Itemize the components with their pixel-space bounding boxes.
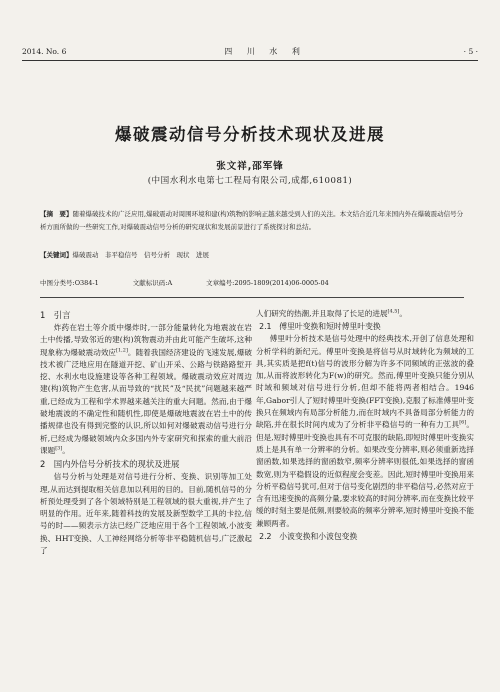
document-code: 文献标识码:A [132, 279, 173, 287]
section2-paragraph: 信号分析与处理是对信号进行分析、变换、识别等加工处理,从而达到提取相关信息加以利用的目的。目前,随机信号的分析预处理受到了各个领域特别是工程领域的很大重视,并产生了明显的作用。近年来,随着科技的发展及新型数学工具的卡拉,信号的时——频表示方法已经广泛地应用于各个工程领域,小波变换、HHT变换、人工神经网络分析等非平稳随机信号,广泛激起了 [40, 472, 252, 556]
fourier-text-cont: 。但是,短时傅里叶变换也具有不可克服的缺陷,即短时傅里叶变换实质上是具有单一分辨率的分析。如果改变分辨率,则必须重新选择窗函数,如果选择的窗函数窄,频率分辨率则很低,如果选择的窗函数宽,则为平稳假设的近似程度会变差。因此,短时傅里叶变换用来分析平稳信号犹可,但对于信号变化剧烈的非平稳信号,必然对应于含有迅速变换的高频分量,要求较高的时间分辨率,而在变换比较平缓的时刻主要是低频,则要较高的频率分辨率,短时傅里叶变换不能兼顾两者。 [256, 420, 474, 528]
author-affiliation: (中国水利水电第七工程局有限公司,成都,610081) [147, 176, 353, 186]
abstract-text: 随着爆破技术的广泛应用,爆破震动对周围环境和建(构)筑物的影响正越来越受到人们的关注。本文结合近几年来国内外在爆破震动信号分析方面所做的一些研究工作,对爆破震动信号分析的研究现状和发展前景进行了系统探讨和总结。 [40, 210, 464, 231]
fourier-paragraph [256, 333, 474, 530]
continued-text: 人们研究的热潮,并且取得了长足的进展 [256, 309, 388, 318]
abstract [40, 208, 464, 233]
section-heading-2: 2 国内外信号分析技术的现状及进展 [40, 459, 180, 470]
citation: [3] [55, 445, 63, 452]
article-number: 文章编号:2095-1809(2014)06-0005-04 [206, 279, 329, 287]
intro-paragraph [40, 322, 252, 457]
citation: [4,5] [387, 308, 400, 315]
keywords-text: 爆破震动 非平稳信号 信号分析 现状 进展 [72, 251, 209, 259]
article-authors: 张文祥,邵军锋 [216, 161, 284, 172]
section-heading-intro: 1 引言 [40, 310, 71, 320]
intro-text-end: 。 [62, 445, 70, 455]
intro-text-cont: 。随着我国经济建设的飞速发展,爆破技术被广泛地应用在隧道开挖、矿山开采、公路与铁路路堑开挖、水利水电设施建设等各种工程领域。爆破震动效应对周边建(构)筑物产生危害,从而导致的“扰民”及“民扰”问题越来越严重,已经成为工程和学术界越来越关注的重大问题。然而,由于爆破地震波的不确定性和随机性,即使是爆破地震波在岩土中的传播规律也没有得到完整的认识,所以如何对爆破震动信号进行分析,已经成为爆破领域内众多国内外专家研究和探索的重大前沿课题 [40, 347, 252, 455]
subsection-heading-2-2: 2.2 小波变换和小波包变换 [259, 532, 358, 542]
page-number: · 5 · [463, 46, 478, 56]
issue-number: 2014. No. 6 [22, 46, 67, 56]
keywords-label: 【关键词】 [40, 251, 73, 259]
intro-text: 炸药在岩土等介质中爆炸时,一部分能量转化为地震波在岩土中传播,导致邻近的建(构)筑物震动并由此可能产生破坏,这种现象称为爆破震动效应 [40, 323, 252, 357]
header-rule [22, 60, 478, 61]
continued-end: 。 [399, 309, 407, 318]
running-header [22, 44, 478, 58]
journal-name: 四 川 水 利 [224, 46, 306, 56]
continued-paragraph [256, 308, 474, 320]
article-title: 爆破震动信号分析技术现状及进展 [115, 125, 385, 144]
right-column [256, 308, 474, 543]
clc-number: 中图分类号:O384-1 [40, 279, 99, 287]
abstract-rule [40, 297, 464, 298]
left-column [40, 308, 252, 557]
subsection-heading-2-1: 2.1 傅里叶变换和短时傅里叶变换 [259, 322, 381, 332]
abstract-label: 【摘 要】 [40, 210, 73, 218]
fourier-text: 傅里叶分析技术是信号处理中的经典技术,开创了信息处理和分析学科的新纪元。傅里叶变换是将信号从时域转化为频域的工具,其实质是把f(t)信号的波形分解为许多不同频域的正弦波的叠加,从而将波形转化为F(w)的研究。然而,傅里叶变换只能分别从时域和频域对信号进行分析,但却不能将两者相结合。1946年,Gabor引人了短时傅里叶变换(FFT变换),克服了标准傅里叶变换只在频域内有局部分析能力,而在时域内不具备局部分析能力的缺陷,并在很长时间内成为了分析非平稳信号的一种有力工具 [256, 334, 474, 430]
citation: [1,2] [116, 347, 128, 354]
citation: [6] [459, 419, 467, 426]
classification-line [40, 278, 464, 287]
keywords [40, 250, 464, 259]
